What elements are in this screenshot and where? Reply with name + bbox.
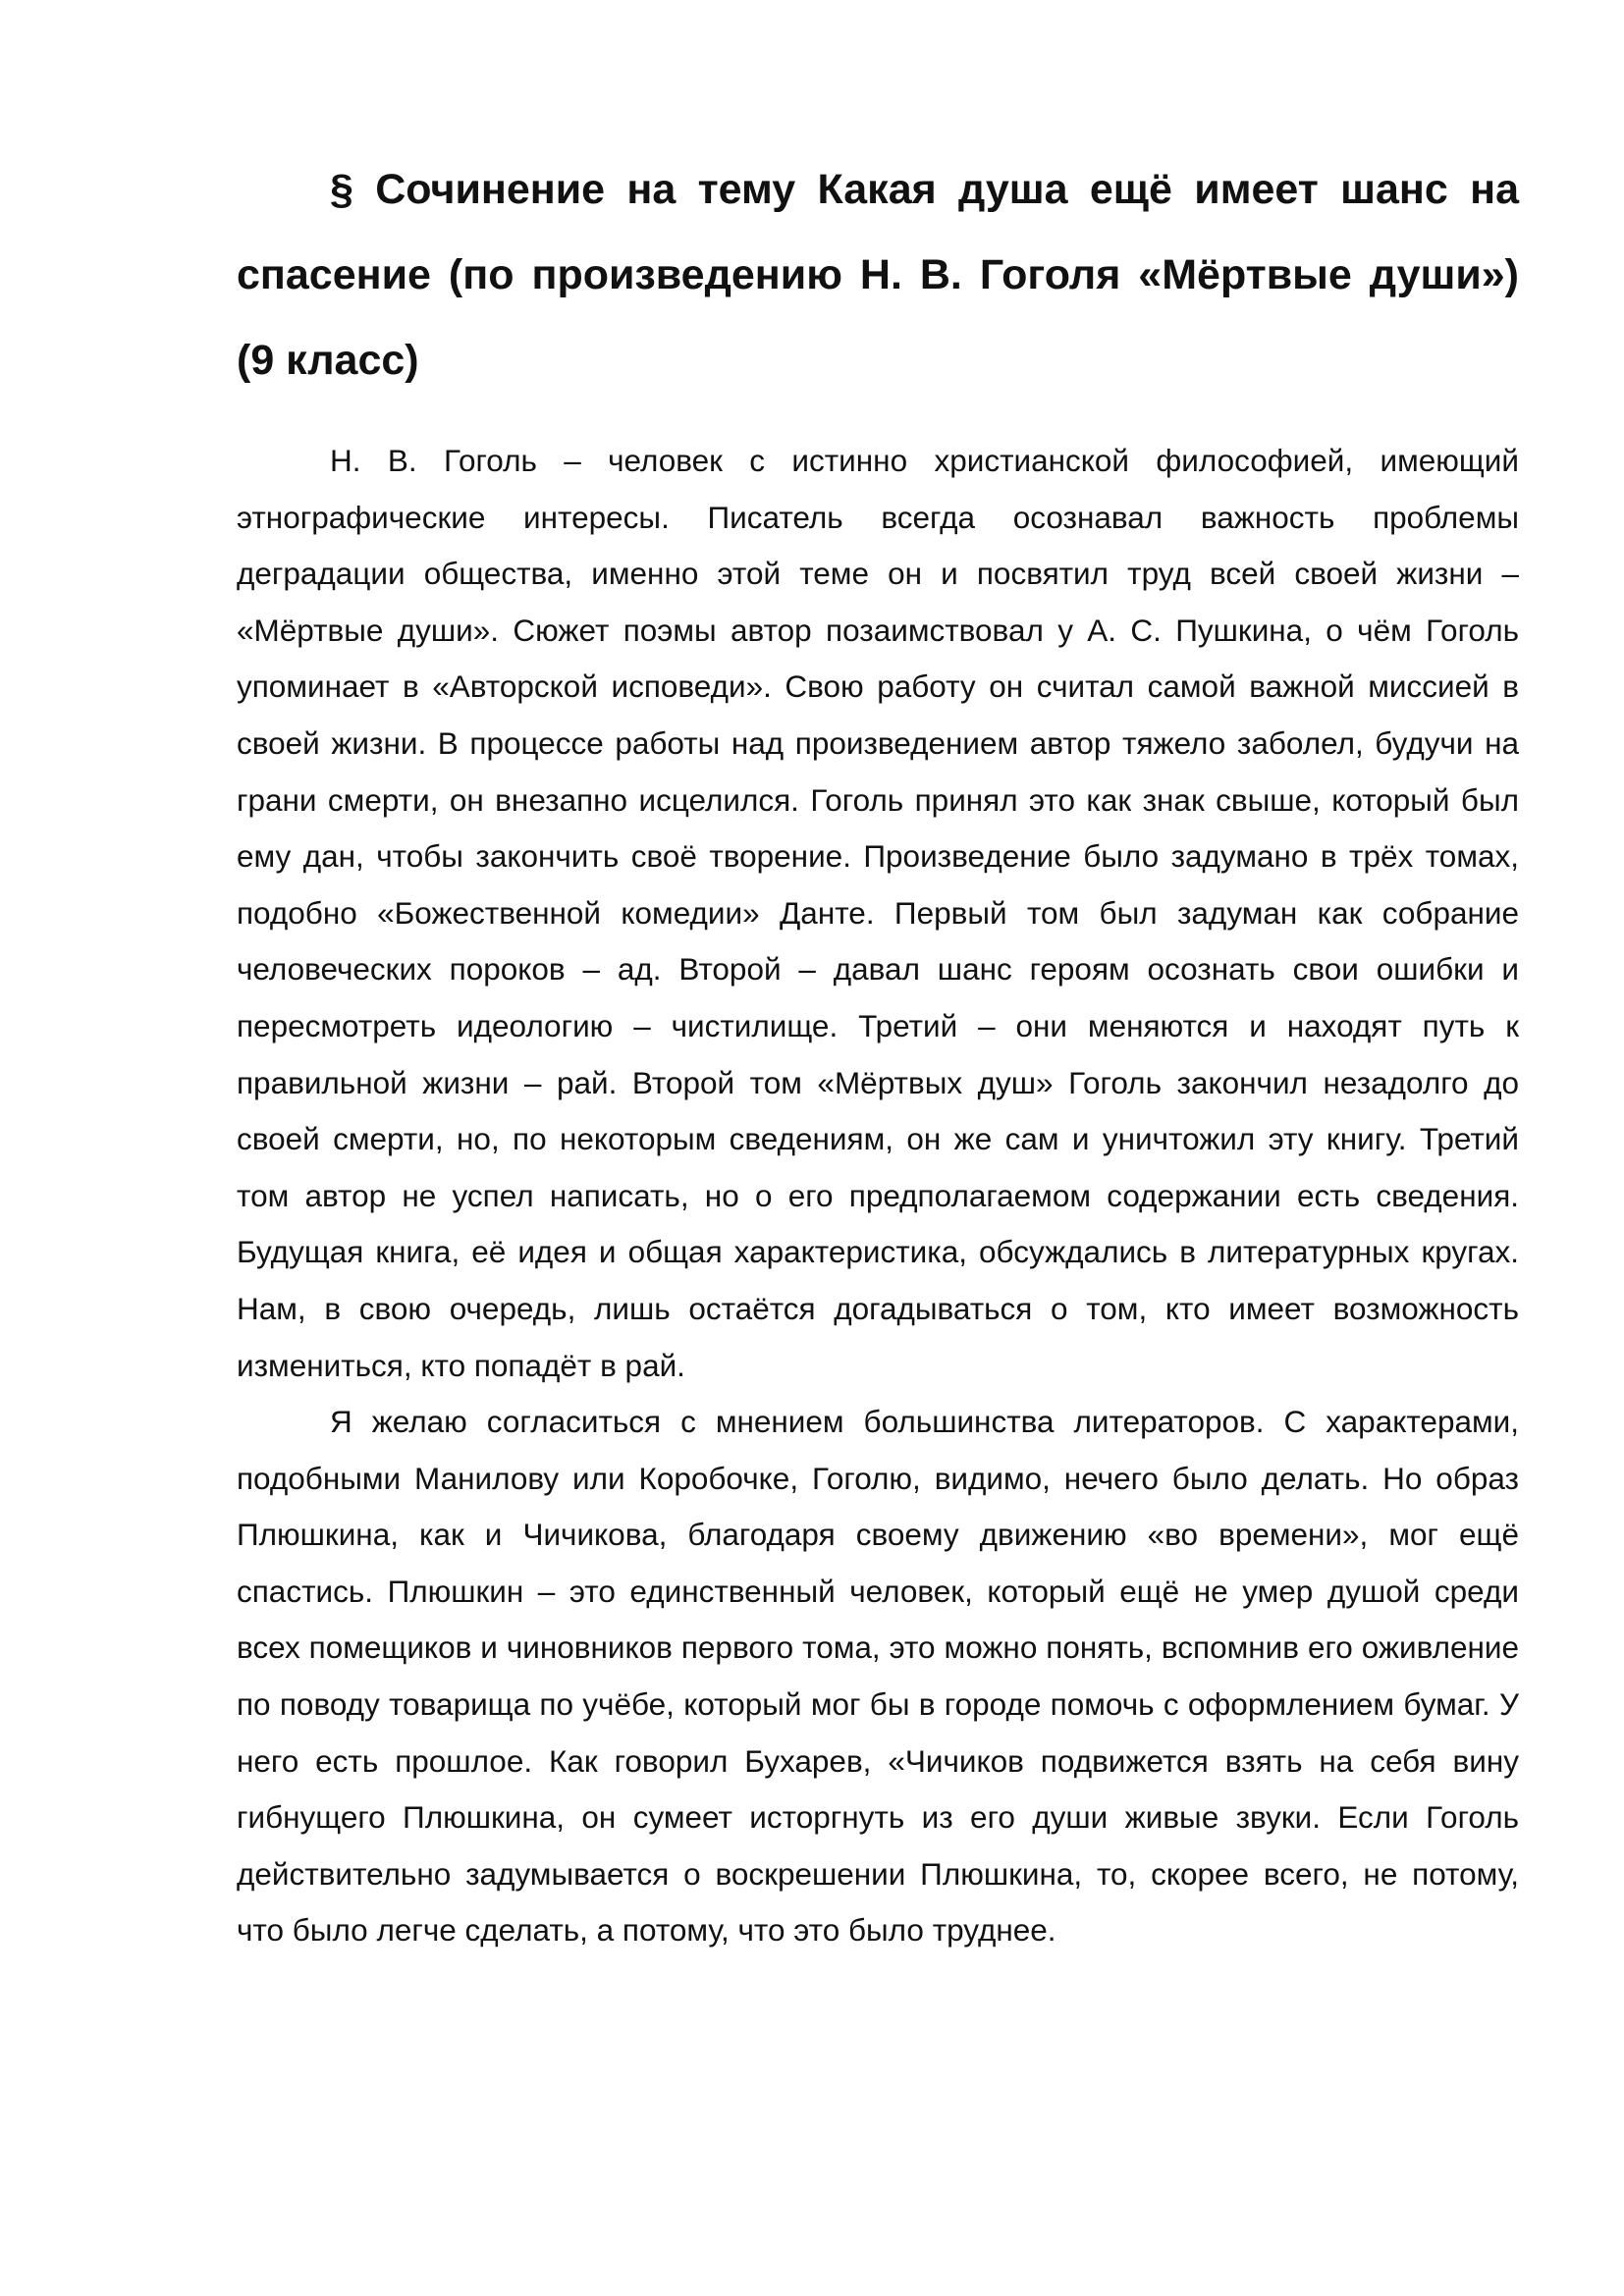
paragraph-2: Я желаю согласиться с мнением большинства литераторов. С характерами, подобными Манилову или Коробочке, Гоголю, видимо, нечего было делать. Но образ Плюшкина, как и Чичикова, благодаря своему движению «во времени», мог ещё спастись. Плюшкин – это единственный человек, который ещё не умер душой среди всех помещиков и чиновников первого тома, это можно понять, вспомнив его оживление по поводу товарища по учёбе, который мог бы в городе помочь с оформлением бумаг. У него есть прошлое. Как говорил Бухарев, «Чичиков подвижется взять на себя вину гибнущего Плюшкина, он сумеет исторгнуть из его души живые звуки. Если Гоголь действительно задумывается о воскрешении Плюшкина, то, скорее всего, не потому, что было легче сделать, а потому, что это было труднее. — [237, 1404, 1519, 1949]
document-title: § Сочинение на тему Какая душа ещё имеет шанс на спасение (по произведению Н. В. Гоголя «Мёртвые души») (9 класс) — [237, 166, 1519, 384]
document-body — [237, 433, 1519, 1959]
paragraph-1: Н. В. Гоголь – человек с истинно христианской философией, имеющий этнографические интересы. Писатель всегда осознавал важность проблемы деградации общества, именно этой теме он и посвятил труд всей своей жизни – «Мёртвые души». Сюжет поэмы автор позаимствовал у А. С. Пушкина, о чём Гоголь упоминает в «Авторской исповеди». Свою работу он считал самой важной миссией в своей жизни. В процессе работы над произведением автор тяжело заболел, будучи на грани смерти, он внезапно исцелился. Гоголь принял это как знак свыше, который был ему дан, чтобы закончить своё творение. Произведение было задумано в трёх томах, подобно «Божественной комедии» Данте. Первый том был задуман как собрание человеческих пороков – ад. Второй – давал шанс героям осознать свои ошибки и пересмотреть идеологию – чистилище. Третий – они меняются и находят путь к правильной жизни – рай. Второй том «Мёртвых душ» Гоголь закончил незадолго до своей смерти, но, по некоторым сведениям, он же сам и уничтожил эту книгу. Третий том автор не успел написать, но о его предполагаемом содержании есть сведения. Будущая книга, её идея и общая характеристика, обсуждались в литературных кругах. Нам, в свою очередь, лишь остаётся догадываться о том, кто имеет возможность измениться, кто попадёт в рай. — [237, 443, 1519, 1383]
